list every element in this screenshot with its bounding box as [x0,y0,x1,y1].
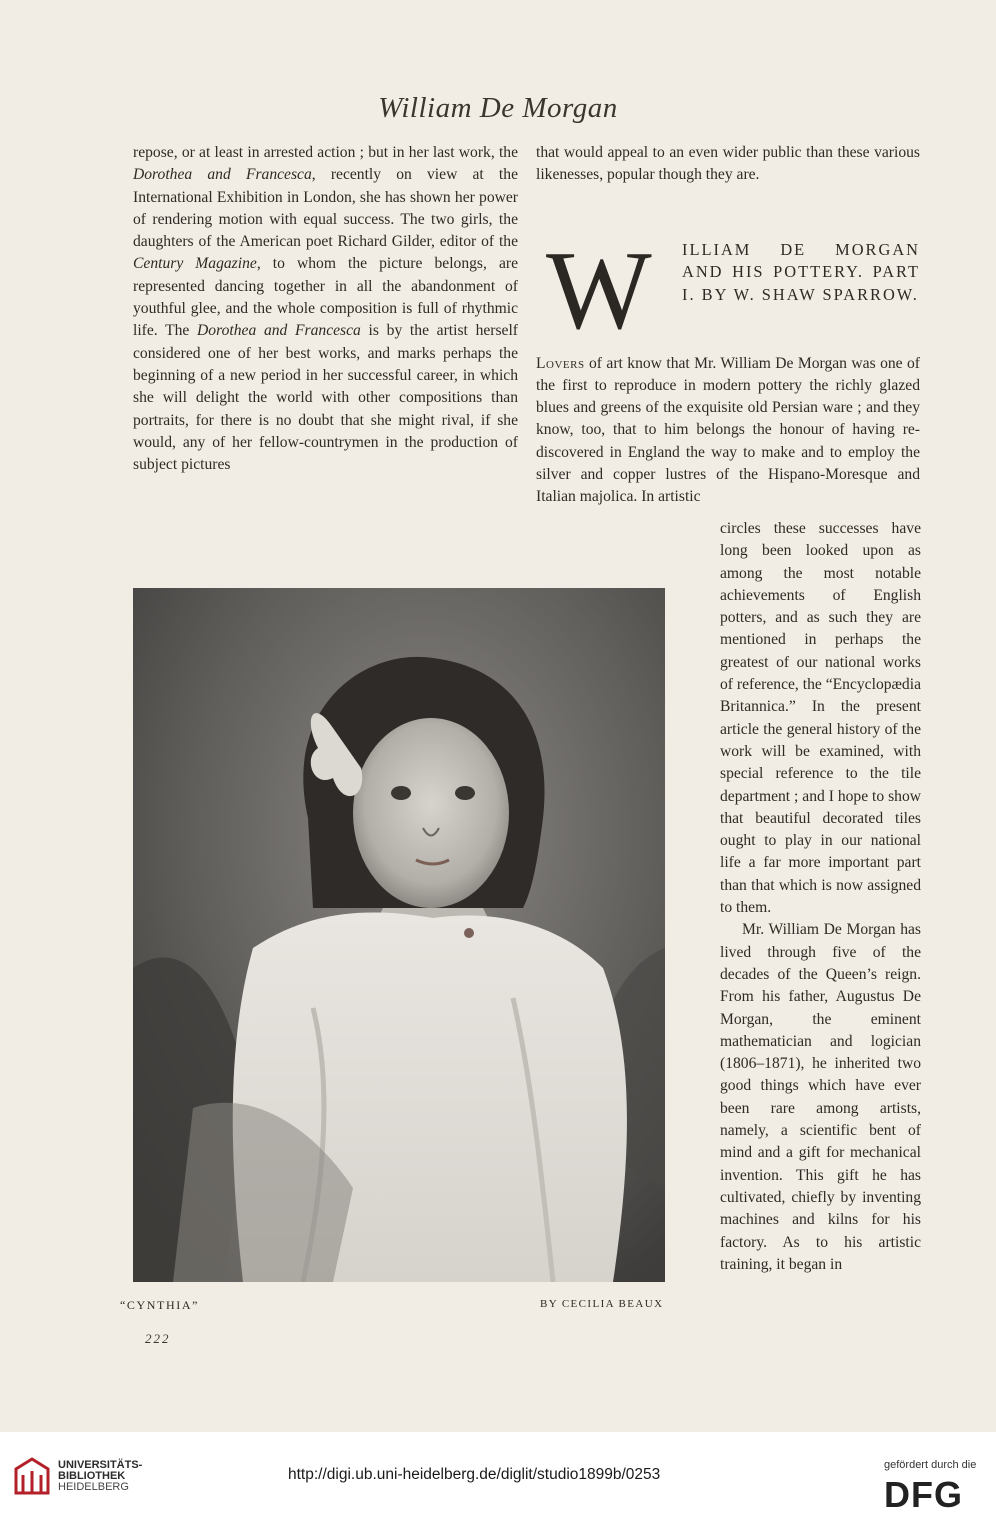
text-run: repose, or at least in arrested action ; but in her last work, the [133,144,518,161]
source-url-link[interactable]: http://digi.ub.uni-heidelberg.de/diglit/studio1899b/0253 [288,1466,661,1483]
text-run: , recently on view at the International Exhibition in London, she has shown her power of rendering motion with equal success. The two girls, the daughters of the American poet Richard Gilder, editor of the [133,166,518,251]
girl-portrait-illustration [133,588,665,1282]
text-run: , to whom the picture belongs, are represented dancing together in all the abandonment of youthful glee, and the whole composition is full of rhythmic life. The [133,255,518,340]
library-name-line: BIBLIOTHEK [58,1470,126,1482]
continuation-paragraph: that would appeal to an even wider public than these various likenesses, popular though they are. [536,144,920,184]
plate-artist-caption: BY CECILIA BEAUX [540,1298,664,1310]
left-column [133,142,518,476]
article-heading [536,228,920,353]
italic-title: Century Magazine [133,255,257,273]
university-library-logo-icon [10,1455,54,1499]
narrow-paragraph: Mr. William De Morgan has lived through five of the decades of the Queen’s reign. From his father, Augustus De Morgan, the eminent mathematician and logician (1806–1871), he inherited two good things which have ever been rare among artists, namely, a scientific bent of mind and a gift for mechanical invention. This gift he has cultivated, chiefly by inventing machines and kilns for his factory. As to his artistic training, it began in [720,921,921,1273]
text-run: is by the artist herself considered one of her best works, and marks perhaps the beginning of a new period in her successful career, in which she will delight the world with other compositions than portraits, for there is no doubt that she might rival, if she would, any of her fellow-countrymen in the production of subject pictures [133,322,518,474]
left-column-paragraph [133,142,518,476]
page-number: 222 [145,1331,171,1346]
portrait-plate-image [133,588,665,1282]
plate-title-caption: “CYNTHIA” [120,1298,200,1312]
library-name-line: UNIVERSITÄTS- [58,1459,143,1471]
narrow-paragraph: circles these successes have long been looked upon as among the most notable achievements of English potters, and as such they are mentioned in perhaps the greatest of our national works of reference, the “Encyclopædia Britannica.” In the present article the general history of the work will be examined, with special reference to the tile department ; and I hope to show that beautiful decorated tiles ought to play in our national life a far more important part than that which is now assigned to them. [720,520,921,917]
dfg-logo: DFG [884,1474,963,1515]
funding-note: gefördert durch die [884,1459,977,1471]
library-name [58,1460,142,1493]
article-headline: ILLIAM DE MORGAN AND HIS POTTERY. PART I. BY W. SHAW SPARROW. [682,239,920,304]
lead-in-smallcaps: Lovers [536,354,585,372]
italic-title: Dorothea and Francesca [133,166,312,184]
drop-cap: W [546,228,652,353]
intro-paragraph [536,353,920,509]
right-column [536,142,920,509]
narrow-column [720,518,921,1276]
italic-title: Dorothea and Francesca [197,322,361,340]
library-name-line: HEIDELBERG [58,1481,129,1493]
text-run: of art know that Mr. William De Morgan was one of the first to reproduce in modern pottery the richly glazed blues and greens of the exquisite old Persian ware ; and they know, too, that to him belongs the honour of having re-discovered in England the way to make and to employ the silver and copper lustres of the Hispano-Moresque and Italian majolica. In artistic [536,354,920,506]
running-head: William De Morgan [378,92,618,124]
